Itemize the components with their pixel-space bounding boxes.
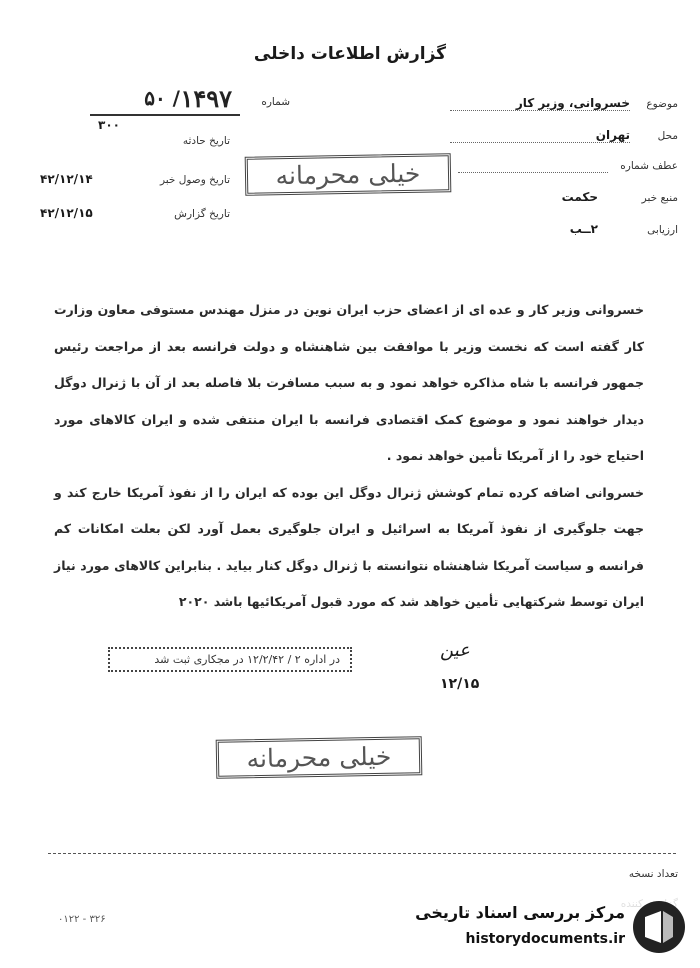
location-value: تهران xyxy=(450,128,630,143)
document-title: گزارش اطلاعات داخلی xyxy=(253,44,447,64)
location-row xyxy=(448,128,678,148)
number-underline xyxy=(90,114,240,116)
archive-emblem-icon xyxy=(631,899,687,955)
source-label: منبع خبر xyxy=(641,192,678,204)
evaluation-value: ۲ــب xyxy=(569,222,598,236)
report-body xyxy=(54,292,644,621)
number-label: شماره xyxy=(261,96,290,108)
classification-stamp-bottom: خیلی محرمانه xyxy=(216,736,423,779)
reference-label: عطف شماره xyxy=(620,160,678,172)
receipt-date-value: ۴۲/۱۲/۱۴ xyxy=(40,172,93,186)
copies-label: تعداد نسخه xyxy=(628,868,678,880)
sub-number: ۳۰۰ xyxy=(98,118,120,132)
number-value: ۱۴۹۷ xyxy=(180,84,232,113)
signature: عین xyxy=(440,640,470,661)
number-field xyxy=(90,84,290,118)
receipt-date-label: تاریخ وصول خبر xyxy=(159,174,230,186)
reference-value-line xyxy=(458,172,608,173)
archive-logo-text: مرکز بررسی اسناد تاریخی xyxy=(415,903,625,922)
signature-date: ۱۲/۱۵ xyxy=(440,676,480,692)
archive-logo xyxy=(400,893,695,963)
subject-label: موضوع xyxy=(646,98,678,110)
location-label: محل xyxy=(657,130,678,142)
source-row xyxy=(448,190,678,210)
registry-stamp: در اداره ۲ / ۱۲/۲/۴۲ در مجکاری ثبت شد xyxy=(108,647,352,672)
report-date-value: ۴۲/۱۲/۱۵ xyxy=(40,206,93,220)
receipt-date-row xyxy=(40,172,230,192)
reference-row xyxy=(448,158,678,178)
number-extra: / ۵۰ xyxy=(144,86,180,110)
evaluation-label: ارزیابی xyxy=(647,224,678,236)
footer-divider xyxy=(48,853,676,854)
incident-date-label: تاریخ حادثه xyxy=(182,135,230,147)
subject-row xyxy=(448,96,678,116)
classification-stamp-top: خیلی محرمانه xyxy=(245,153,452,196)
source-value: حکمت xyxy=(561,190,598,204)
report-date-row xyxy=(40,206,230,226)
body-paragraph: خسروانی وزیر کار و عده ای از اعضای حزب ایران نوین در منزل مهندس مستوفی معاون وزارت کار گفته است که نخست وزیر با موافقت بین شاهنشاه و دولت فرانسه بعد از مراجعت رئیس جمهور فرانسه با شاه مذاکره خواهد نمود و به سبب مسافرت بلا فاصله بعد از آن با ژنرال دوگل دیدار خواهند نمود و موضوع کمک اقتصادی فرانسه با ایران منتفی شده و ایران کالاهای مورد احتیاج خود را از آمریکا تأمین خواهد نمود . xyxy=(54,302,644,463)
archive-logo-url: historydocuments.ir xyxy=(465,931,625,947)
body-paragraph: خسروانی اضافه کرده تمام کوشش ژنرال دوگل این بوده که ایران را از نفوذ آمریکا خارج کند و جهت جلوگیری از نفوذ آمریکا به اسرائیل و ایران جلوگیری بعمل آورد لکن بعلت امکانات کم فرانسه و سیاست آمریکا شاهنشاه نتوانسته با ژنرال دوگل کنار بیاید . بنابراین کالاهای مورد نیاز ایران توسط شرکتهایی تأمین خواهد شد که مورد قبول آمریکائیها باشد ۲۰۲۰ xyxy=(54,484,644,609)
document-code: ۰۱۲۲ - ۳۲۶ xyxy=(58,914,106,925)
subject-value: خسروانی، وزیر کار xyxy=(450,96,630,111)
report-date-label: تاریخ گزارش xyxy=(174,208,230,220)
evaluation-row xyxy=(448,222,678,242)
